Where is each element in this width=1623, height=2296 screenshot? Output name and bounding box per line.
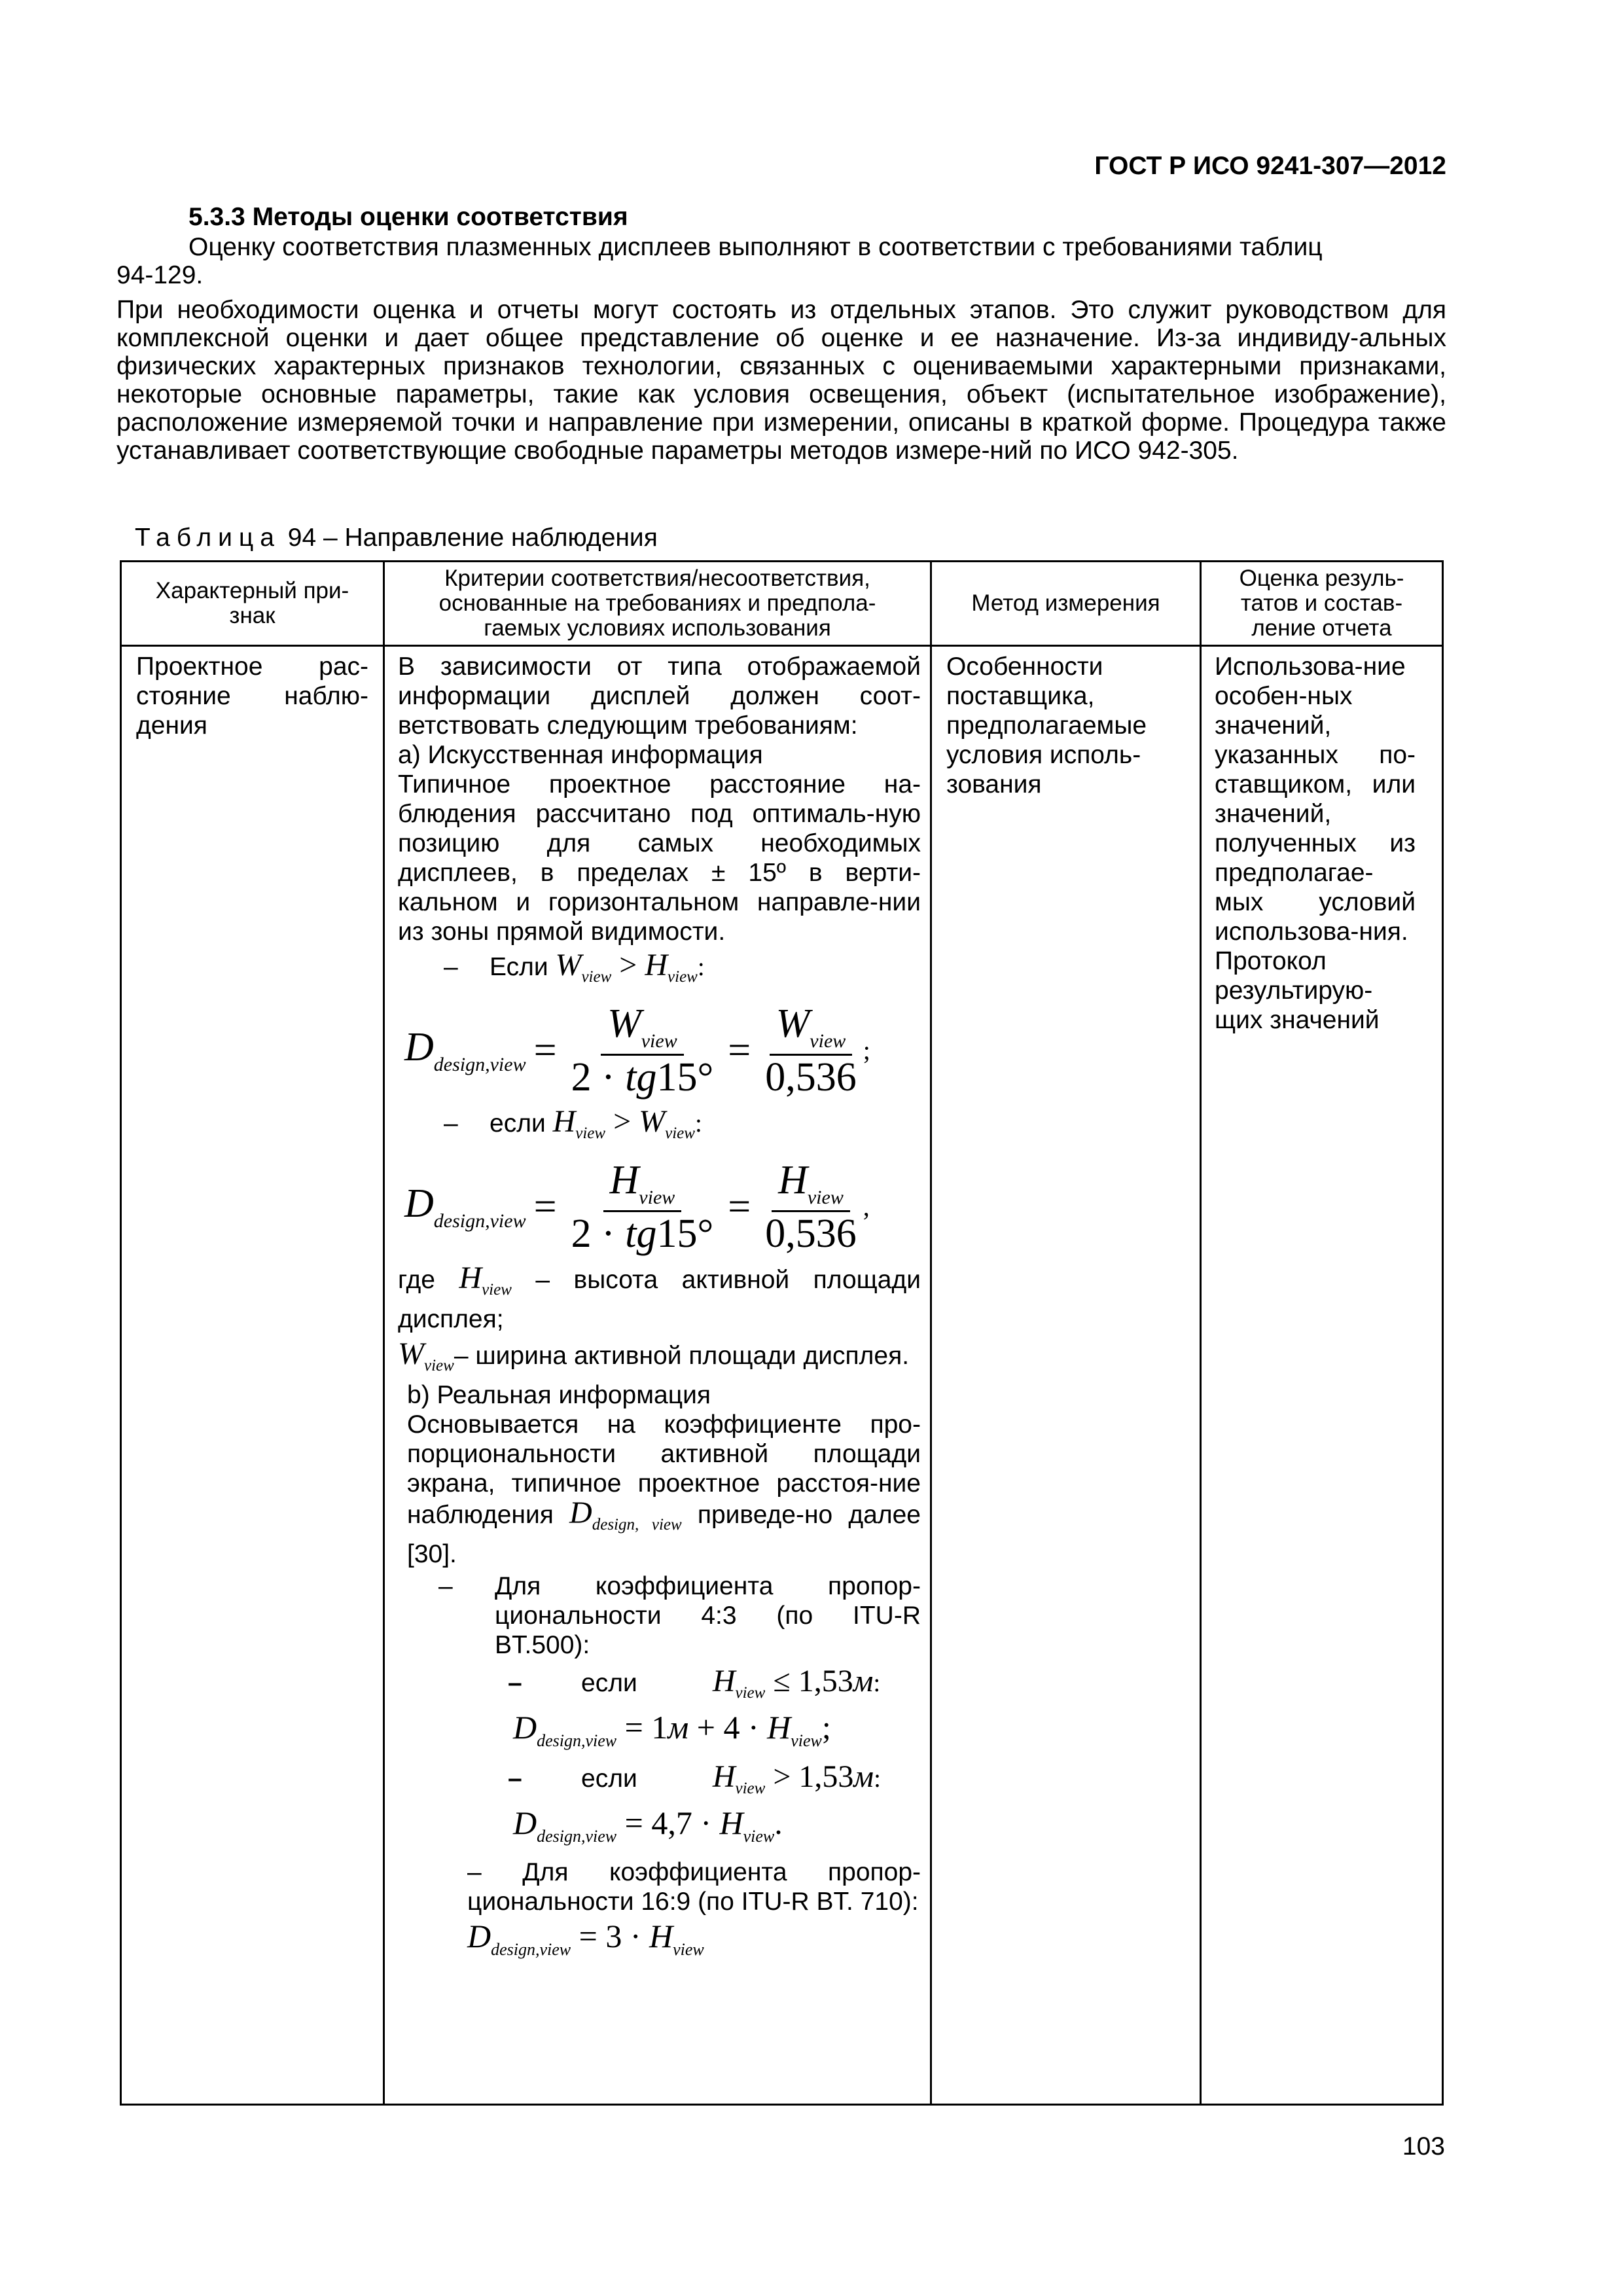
ratio-43-cond-1: – если $H_{view} \le 1,53м$:: [508, 1664, 881, 1702]
method-text: Особенности поставщика, предполагаемые условия исполь-зования: [946, 653, 1147, 798]
where-w: $W_{view}-$ ширина активной площади дисплея.: [398, 1336, 910, 1374]
page-number: 103: [1402, 2132, 1445, 2161]
criteria-b-text: Основывается на коэффициенте про-порциональности активной площади экрана, типичное проектное расстоя-ние наблюдения $D_{design, view}$ приведе-но далее [30].: [407, 1410, 921, 1568]
header-criteria: Критерии соответствия/несоответствия, основанные на требованиях и предпола-гаемых условиях использования: [384, 562, 931, 646]
criteria-intro: В зависимости от типа отображаемой информации дисплей должен соот-ветствовать следующим требованиям:: [398, 653, 921, 740]
criteria-b-title: b) Реальная информация: [407, 1381, 711, 1409]
table-row: [121, 646, 1443, 2105]
document-header: ГОСТ Р ИСО 9241-307—2012: [1094, 152, 1446, 180]
report-text: Использова-ние особен-ных значений, указанных по-ставщиком, или значений, полученных из предполагае-мых условий использова-ния. Протокол результирую-щих значений: [1215, 653, 1416, 1034]
cell-method: [931, 646, 1201, 2105]
criteria-a-text: Типичное проектное расстояние на-блюдения рассчитано под оптималь-ную позицию для самых необходимых дисплеев, в пределах ± 15º в верти-кальном и горизонтальном направле-нии из зоны прямой видимости.: [398, 770, 921, 946]
paragraph-1-rest: 94-129.: [116, 261, 204, 289]
criteria-a-title: a) Искусственная информация: [398, 741, 763, 769]
table-caption-text: 94 – Направление наблюдения: [280, 524, 658, 552]
header-report: Оценка резуль-татов и состав-ление отчета: [1201, 562, 1443, 646]
cell-report: [1201, 646, 1443, 2105]
condition-1: – Если $W_{view} > H_{view}$:: [444, 948, 705, 986]
if-word-2: если: [490, 1109, 546, 1138]
header-feature: Характерный при-знак: [121, 562, 384, 646]
ratio-43-text: Для коэффициента пропор-циональности 4:3 (по ITU-R BT.500):: [495, 1572, 921, 1659]
formula-4: $D_{design,view} = 4,7 \cdot H_{view}$.: [513, 1804, 783, 1846]
formula-3: $D_{design,view} = 1м + 4 \cdot H_{view}$;: [513, 1709, 831, 1750]
ratio-43-block: [438, 1571, 921, 1660]
ratio-43-cond-2: – если $H_{view} > 1,53м$:: [508, 1759, 881, 1797]
paragraph-1: [116, 233, 1446, 289]
r43-if-2: если: [581, 1765, 637, 1793]
dash-marker: –: [444, 1109, 458, 1138]
where-word: где: [398, 1266, 435, 1294]
table-caption-label: Таблица: [135, 524, 281, 552]
table-header-row: [121, 562, 1443, 646]
dash-marker: –: [438, 1572, 453, 1600]
formula-2: $D_{design,view}$ = $\frac{H_{view}}{2 \cdot tg15^\circ}$ = $\frac{H_{view}}{0,536}$ ,: [404, 1158, 870, 1256]
cell-criteria: [384, 646, 931, 2105]
where-h: где $H_{view}$ – высота активной площади дисплея;: [398, 1261, 921, 1333]
paragraph-2: При необходимости оценка и отчеты могут состоять из отдельных этапов. Это служит руководством для комплексной оценки и дает общее представление об оценке и ее назначение. Из-за индивиду-альных физических характерных признаков технологии, связанных с оцениваемыми характерными признаками, некоторые основные параметры, такие как условия освещения, объект (испытательное изображение), расположение измеряемой точки и направление при измерении, описаны в краткой форме. Процедура также устанавливает соответствующие свободные параметры методов измере-ний по ИСО 942-305.: [116, 296, 1446, 465]
where-w-text: – ширина активной площади дисплея.: [454, 1342, 910, 1370]
table-caption: [135, 524, 658, 552]
formula-5: $D_{design,view} = 3 \cdot H_{view}$: [467, 1918, 704, 1959]
cell-feature: [121, 646, 384, 2105]
table-94: [120, 560, 1444, 2106]
criteria-b-text-1: Основывается на коэффициенте про-порциональности активной площади экрана, типичное проектное расстоя-ние наблюдения: [407, 1410, 921, 1529]
condition-2: – если $H_{view} > W_{view}$:: [444, 1104, 702, 1142]
criteria-content: [385, 647, 930, 1964]
where-h-text: – высота активной площади дисплея;: [398, 1266, 921, 1333]
if-word-1: Если: [490, 953, 548, 981]
feature-text: Проектное рас-стояние наблю-дения: [136, 653, 368, 740]
r43-if-1: если: [581, 1669, 637, 1697]
header-method: Метод измерения: [931, 562, 1201, 646]
criteria-b-text-2: приведе-но далее [30].: [407, 1501, 921, 1568]
paragraph-1-first: Оценку соответствия плазменных дисплеев выполняют в соответствии с требованиями таблиц: [188, 233, 1323, 261]
section-title: 5.3.3 Методы оценки соответствия: [188, 203, 628, 231]
dash-marker: –: [444, 953, 458, 981]
formula-1: $D_{design,view}$ = $\frac{W_{view}}{2 \cdot tg15^\circ}$ = $\frac{W_{view}}{0,536}$ ;: [404, 1001, 870, 1100]
ratio-169-text: – Для коэффициента пропор-циональности 16:9 (по ITU-R BT. 710):: [467, 1858, 921, 1916]
